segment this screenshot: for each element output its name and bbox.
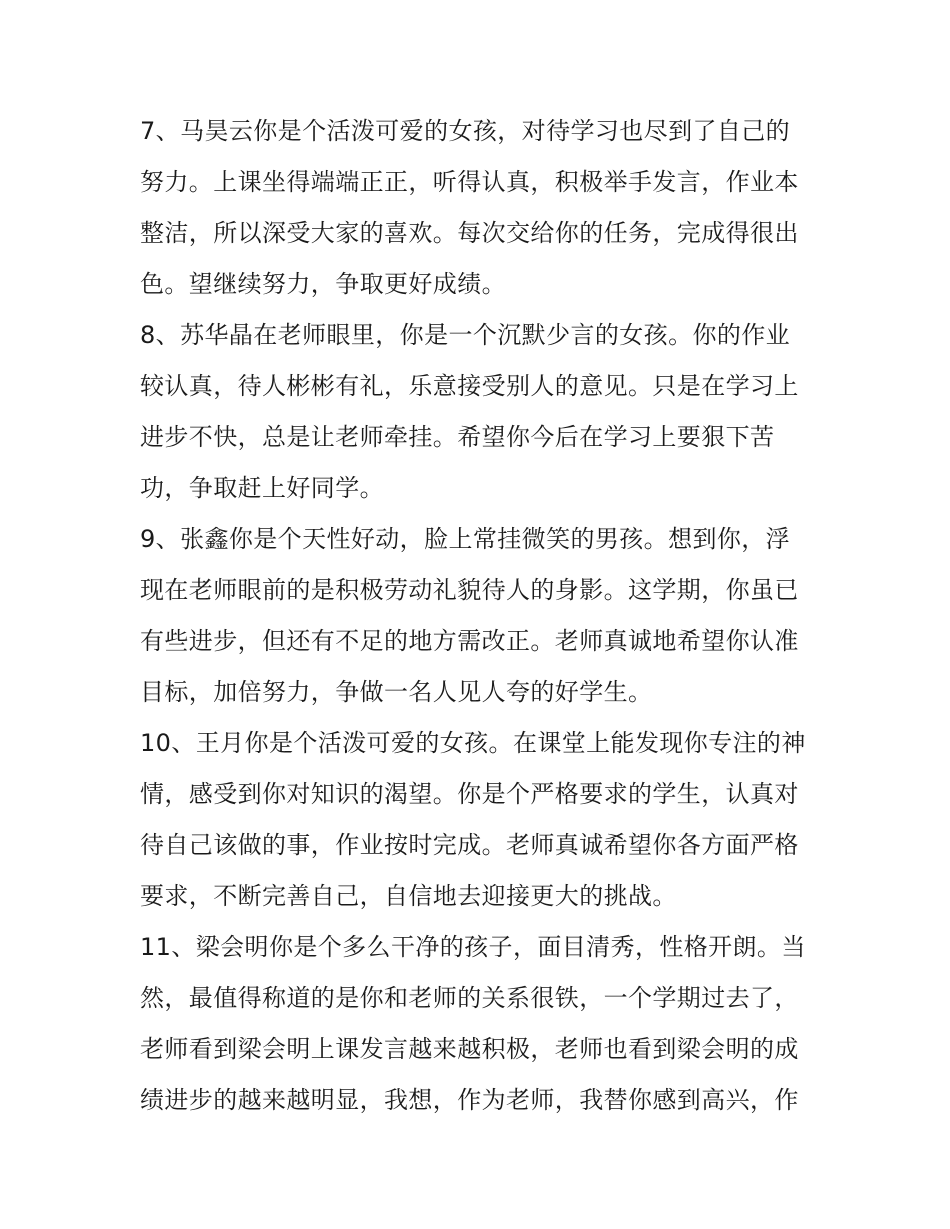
text-line: 待自己该做的事，作业按时完成。老师真诚希望你各方面严格 — [140, 831, 799, 859]
text-line: 绩进步的越来越明显，我想，作为老师，我替你感到高兴，作 — [140, 1086, 799, 1114]
text-line: 11、梁会明你是个多么干净的孩子，面目清秀，性格开朗。当 — [140, 933, 806, 961]
text-line: 8、苏华晶在老师眼里，你是一个沉默少言的女孩。你的作业 — [140, 321, 791, 349]
text-line: 整洁，所以深受大家的喜欢。每次交给你的任务，完成得很出 — [140, 219, 799, 247]
text-line: 有些进步，但还有不足的地方需改正。老师真诚地希望你认准 — [140, 627, 799, 655]
text-line: 情，感受到你对知识的渴望。你是个严格要求的学生，认真对 — [140, 780, 799, 808]
text-line: 要求，不断完善自己，自信地去迎接更大的挑战。 — [140, 882, 677, 910]
text-line: 目标，加倍努力，争做一名人见人夸的好学生。 — [140, 678, 653, 706]
text-line: 功，争取赶上好同学。 — [140, 474, 384, 502]
text-line: 9、张鑫你是个天性好动，脸上常挂微笑的男孩。想到你，浮 — [140, 525, 791, 553]
text-line: 老师看到梁会明上课发言越来越积极，老师也看到梁会明的成 — [140, 1035, 799, 1063]
text-line: 进步不快，总是让老师牵挂。希望你今后在学习上要狠下苦 — [140, 423, 775, 451]
text-line: 努力。上课坐得端端正正，听得认真，积极举手发言，作业本 — [140, 168, 799, 196]
text-line: 色。望继续努力，争取更好成绩。 — [140, 270, 506, 298]
text-line: 10、王月你是个活泼可爱的女孩。在课堂上能发现你专注的神 — [140, 729, 806, 757]
text-line: 7、马昊云你是个活泼可爱的女孩，对待学习也尽到了自己的 — [140, 117, 791, 145]
text-line: 然，最值得称道的是你和老师的关系很铁，一个学期过去了， — [140, 984, 799, 1012]
text-line: 现在老师眼前的是积极劳动礼貌待人的身影。这学期，你虽已 — [140, 576, 799, 604]
document-body — [140, 106, 820, 1126]
text-line: 较认真，待人彬彬有礼，乐意接受别人的意见。只是在学习上 — [140, 372, 799, 400]
